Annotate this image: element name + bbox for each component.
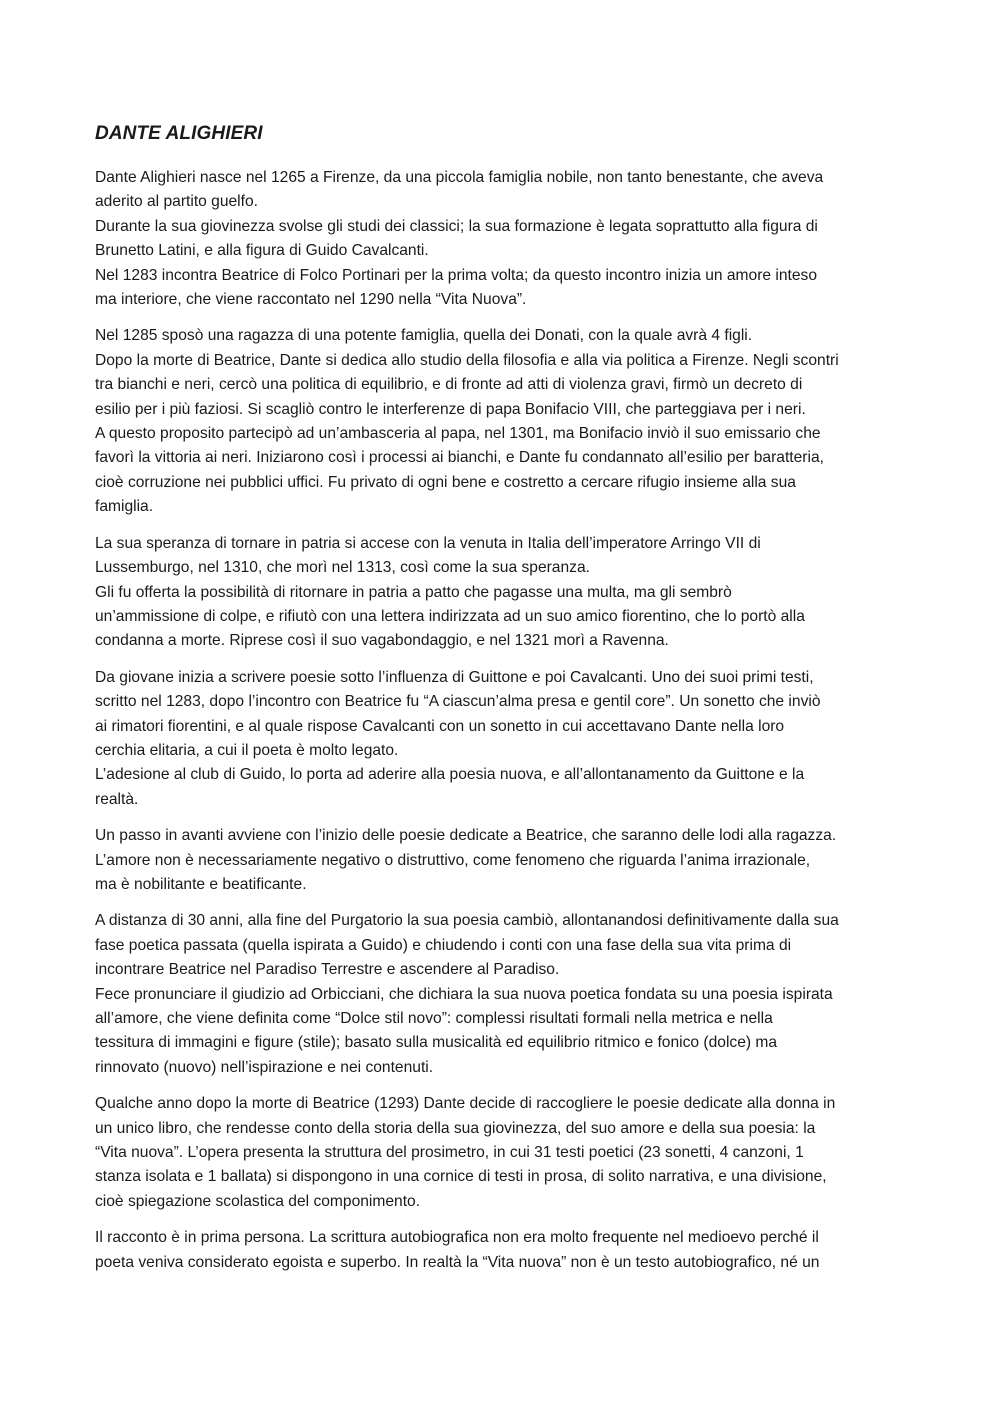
text-line: Nel 1285 sposò una ragazza di una potente famiglia, quella dei Donati, con la quale avrà 4 figli. <box>95 327 753 345</box>
paragraph <box>95 1092 905 1214</box>
text-line: L’amore non è necessariamente negativo o distruttivo, come fenomeno che riguarda l’anima irrazionale, <box>95 851 811 869</box>
text-line: ma interiore, che viene raccontato nel 1290 nella “Vita Nuova”. <box>95 291 527 309</box>
text-line: Durante la sua giovinezza svolse gli studi dei classici; la sua formazione è legata soprattutto alla figura di <box>95 217 818 235</box>
text-line: incontrare Beatrice nel Paradiso Terrestre e ascendere al Paradiso. <box>95 961 560 979</box>
paragraph <box>95 666 905 812</box>
text-line: Lussemburgo, nel 1310, che morì nel 1313, così come la sua speranza. <box>95 559 590 577</box>
text-line: favorì la vittoria ai neri. Iniziarono così i processi ai bianchi, e Dante fu condannato all’esilio per baratteria, <box>95 449 824 467</box>
text-line: Qualche anno dopo la morte di Beatrice (1293) Dante decide di raccogliere le poesie dedicate alla donna in <box>95 1095 836 1113</box>
paragraph <box>95 824 905 897</box>
text-line: ma è nobilitante e beatificante. <box>95 875 307 893</box>
text-line: La sua speranza di tornare in patria si accese con la venuta in Italia dell’imperatore Arringo VII di <box>95 534 761 552</box>
text-line: tessitura di immagini e figure (stile); basato sulla musicalità ed equilibrio ritmico e fonico (dolce) ma <box>95 1034 778 1052</box>
text-line: esilio per i più faziosi. Si scagliò contro le interferenze di papa Bonifacio VIII, che parteggiava per i neri. <box>95 400 806 418</box>
text-line: Nel 1283 incontra Beatrice di Folco Portinari per la prima volta; da questo incontro inizia un amore inteso <box>95 266 818 284</box>
text-line: Brunetto Latini, e alla figura di Guido Cavalcanti. <box>95 242 429 260</box>
paragraph <box>95 166 905 312</box>
text-line: Il racconto è in prima persona. La scrittura autobiografica non era molto frequente nel medioevo perché il <box>95 1229 819 1247</box>
paragraph <box>95 324 905 519</box>
document-title: DANTE ALIGHIERI <box>95 123 263 144</box>
text-line: un unico libro, che rendesse conto della storia della sua giovinezza, del suo amore e della sua poesia: la <box>95 1119 816 1137</box>
text-line: Fece pronunciare il giudizio ad Orbicciani, che dichiara la sua nuova poetica fondata su una poesia ispirata <box>95 985 833 1003</box>
text-line: aderito al partito guelfo. <box>95 193 258 211</box>
text-line: fase poetica passata (quella ispirata a Guido) e chiudendo i conti con una fase della sua vita prima di <box>95 936 792 954</box>
text-line: Da giovane inizia a scrivere poesie sotto l’influenza di Guittone e poi Cavalcanti. Uno dei suoi primi testi, <box>95 668 814 686</box>
text-line: “Vita nuova”. L’opera presenta la struttura del prosimetro, in cui 31 testi poetici (23 sonetti, 4 canzoni, 1 <box>95 1144 804 1162</box>
document-page <box>95 120 905 1287</box>
text-line: Gli fu offerta la possibilità di ritornare in patria a patto che pagasse una multa, ma gli sembrò <box>95 583 732 601</box>
text-line: rinnovato (nuovo) nell’ispirazione e nei contenuti. <box>95 1058 434 1076</box>
text-line: A questo proposito partecipò ad un’ambasceria al papa, nel 1301, ma Bonifacio inviò il suo emissario che <box>95 425 821 443</box>
paragraph <box>95 909 905 1080</box>
text-line: cioè corruzione nei pubblici uffici. Fu privato di ogni bene e costretto a cercare rifugio insieme alla sua <box>95 473 796 491</box>
text-line: L’adesione al club di Guido, lo porta ad aderire alla poesia nuova, e all’allontanamento da Guittone e la <box>95 766 805 784</box>
document-body <box>95 166 905 1275</box>
text-line: cioè spiegazione scolastica del componimento. <box>95 1192 421 1210</box>
paragraph <box>95 532 905 654</box>
text-line: poeta veniva considerato egoista e superbo. In realtà la “Vita nuova” non è un testo autobiografico, né un <box>95 1253 820 1271</box>
text-line: Dopo la morte di Beatrice, Dante si dedica allo studio della filosofia e alla via politica a Firenze. Negli scontri <box>95 351 839 369</box>
text-line: Dante Alighieri nasce nel 1265 a Firenze, da una piccola famiglia nobile, non tanto benestante, che aveva <box>95 169 824 186</box>
text-line: all’amore, che viene definita come “Dolce stil novo”: complessi risultati formali nella metrica e nella <box>95 1010 773 1027</box>
text-line: realtà. <box>95 790 139 808</box>
text-line: scritto nel 1283, dopo l’incontro con Beatrice fu “A ciascun’alma presa e gentil core”. Un sonetto che inviò <box>95 693 821 711</box>
text-line: Un passo in avanti avviene con l’inizio delle poesie dedicate a Beatrice, che saranno delle lodi alla ragazza. <box>95 827 837 845</box>
text-line: cerchia elitaria, a cui il poeta è molto legato. <box>95 741 399 759</box>
text-line: ai rimatori fiorentini, e al quale rispose Cavalcanti con un sonetto in cui accettavano Dante nella loro <box>95 717 785 735</box>
text-line: tra bianchi e neri, cercò una politica di equilibrio, e di fronte ad atti di violenza gravi, firmò un decreto di <box>95 376 803 394</box>
text-line: famiglia. <box>95 498 154 516</box>
text-line: condanna a morte. Riprese così il suo vagabondaggio, e nel 1321 morì a Ravenna. <box>95 632 669 650</box>
text-line: un’ammissione di colpe, e rifiutò con una lettera indirizzata ad un suo amico fiorentino, che lo portò alla <box>95 607 805 625</box>
paragraph <box>95 1226 905 1275</box>
text-line: stanza isolata e 1 ballata) si dispongono in una cornice di testi in prosa, di solito narrativa, e una divisione, <box>95 1168 827 1186</box>
text-line: A distanza di 30 anni, alla fine del Purgatorio la sua poesia cambiò, allontanandosi definitivamente dalla sua <box>95 912 839 930</box>
